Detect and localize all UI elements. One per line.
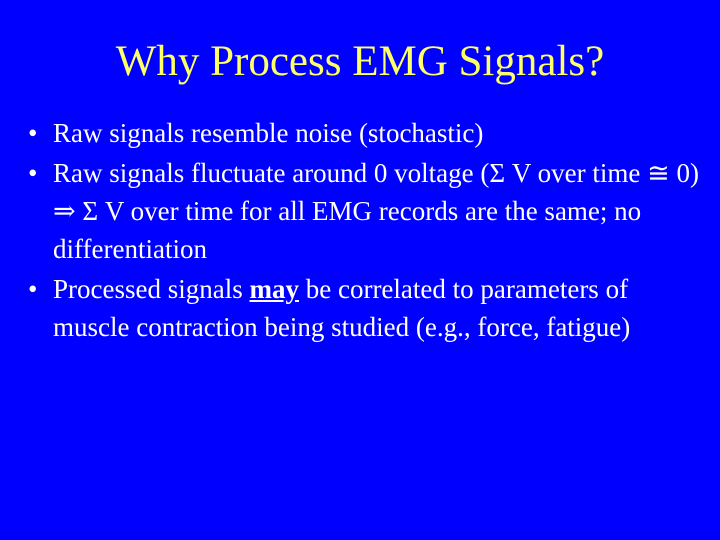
bullet-item (28, 270, 708, 346)
bullet-text-before: Processed signals (53, 274, 250, 304)
emphasis-text: may (249, 274, 299, 304)
slide-title: Why Process EMG Signals? (115, 38, 605, 85)
bullet-text: Raw signals fluctuate around 0 voltage (Σ V over time ≅ 0) ⇒ Σ V over time for all EMG records are the same; no differentiation (53, 158, 699, 264)
bullet-item (28, 114, 708, 152)
bullet-list (28, 114, 708, 348)
bullet-item (28, 154, 708, 268)
bullet-icon: • (28, 274, 38, 304)
bullet-text: Raw signals resemble noise (stochastic) (53, 118, 484, 148)
bullet-text-after: be correlated to parameters of muscle contraction being studied (e.g., force, fatigue) (53, 274, 631, 342)
bullet-icon: • (28, 118, 38, 148)
bullet-icon: • (28, 158, 38, 188)
